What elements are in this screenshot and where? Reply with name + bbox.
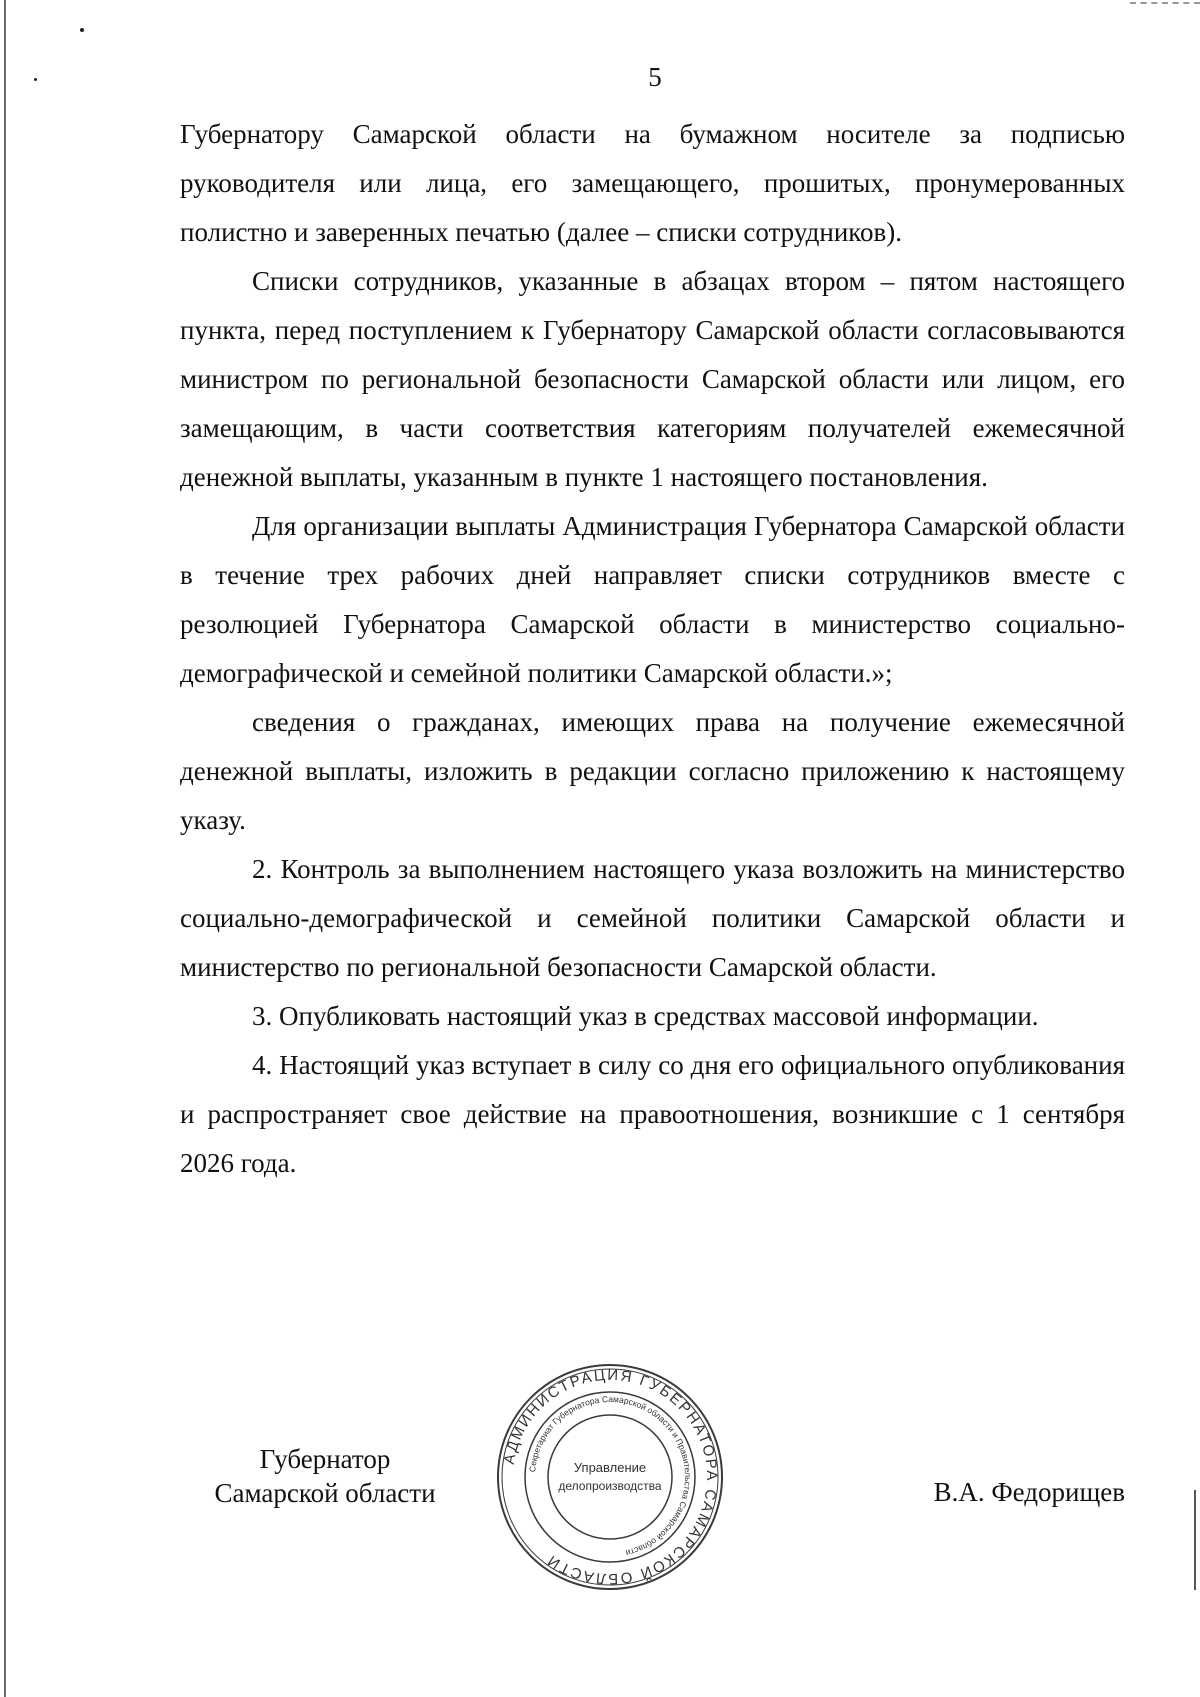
paragraph: Списки сотрудников, указанные в абзацах втором – пятом настоящего пункта, перед поступлением к Губернатору Самарской области согласовываются министром по региональной безопасности Самарской области или лицом, его замещающим, в части соответствия категориям получателей ежемесячной денежной выплаты, указанным в пункте 1 настоящего постановления.	[180, 266, 1125, 492]
signatory-position	[180, 1442, 470, 1510]
paragraph: Для организации выплаты Администрация Губернатора Самарской области в течение трех рабочих дней направляет списки сотрудников вместе с резолюцией Губернатора Самарской области в министерство социально-демографической и семейной политики Самарской области.»;	[180, 511, 1125, 688]
seal-center-line: делопроизводства	[558, 1479, 662, 1493]
scan-right-mark	[1194, 1490, 1196, 1590]
official-seal-stamp	[495, 1362, 725, 1592]
paragraph: 4. Настоящий указ вступает в силу со дня его официального опубликования и распространяет свое действие на правоотношения, возникшие с 1 сентября 2026 года.	[180, 1050, 1125, 1178]
scan-speck	[80, 28, 84, 32]
scan-top-dash	[1130, 2, 1200, 4]
paragraph: сведения о гражданах, имеющих права на получение ежемесячной денежной выплаты, изложить в редакции согласно приложению к настоящему указу.	[180, 707, 1125, 835]
page-number: 5	[648, 62, 662, 92]
paragraph: Губернатору Самарской области на бумажном носителе за подписью руководителя или лица, его замещающего, прошитых, пронумерованных полистно и заверенных печатью (далее – списки сотрудников).	[180, 119, 1125, 247]
seal-inner-text: Секретариат Губернатора Самарской области и Правительства Самарской области	[527, 1393, 694, 1559]
signatory-position-line: Самарской области	[214, 1478, 436, 1508]
document-body	[180, 110, 1125, 1188]
paragraph: 2. Контроль за выполнением настоящего указа возложить на министерство социально-демографической и семейной политики Самарской области и министерство по региональной безопасности Самарской области.	[180, 854, 1125, 982]
paragraph: 3. Опубликовать настоящий указ в средствах массовой информации.	[252, 1001, 1039, 1031]
svg-text:Секретариат Губернатора Самарс	[527, 1394, 693, 1558]
signatory-name: В.А. Федорищев	[933, 1477, 1125, 1507]
scan-left-edge	[4, 0, 6, 1697]
seal-center-line: Управление	[573, 1460, 647, 1475]
signatory-position-line: Губернатор	[259, 1444, 391, 1474]
seal-outer-text: АДМИНИСТРАЦИЯ ГУБЕРНАТОРА САМАРСКОЙ ОБЛАСТИ	[500, 1366, 721, 1588]
